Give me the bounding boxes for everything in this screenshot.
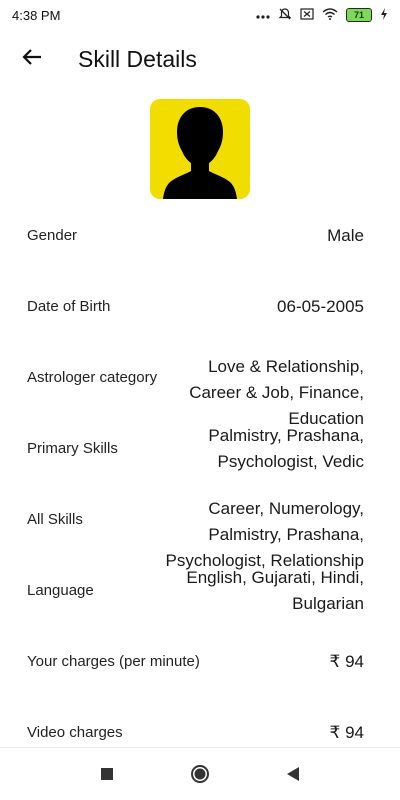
person-silhouette-icon: [150, 99, 250, 199]
charging-icon: [380, 8, 388, 22]
arrow-left-icon: [21, 46, 43, 73]
detail-value: Career, Numerology, Palmistry, Prashana, Psychologist, Relationship: [165, 498, 364, 570]
back-icon: [285, 766, 301, 782]
detail-label: Video charges: [27, 724, 123, 741]
detail-value: ₹ 94: [329, 651, 364, 671]
recent-apps-button[interactable]: [87, 754, 127, 794]
detail-label: Language: [27, 582, 94, 599]
detail-row-date-of-birth: [0, 271, 400, 342]
battery-icon: [346, 8, 372, 22]
navigation-bar: [0, 747, 400, 800]
detail-value: ₹ 94: [329, 722, 364, 742]
status-icons: [256, 7, 388, 23]
wifi-icon: [322, 8, 338, 22]
detail-row-your-charges: [0, 626, 400, 697]
status-bar: [0, 0, 400, 30]
mute-icon: [278, 7, 292, 23]
detail-value: Palmistry, Prashana, Psychologist, Vedic: [208, 425, 364, 471]
home-button[interactable]: [180, 754, 220, 794]
detail-label: Astrologer category: [27, 369, 158, 386]
app-bar: [0, 30, 400, 88]
back-button[interactable]: [10, 37, 54, 81]
detail-label: Gender: [27, 227, 78, 244]
system-back-button[interactable]: [273, 754, 313, 794]
recent-apps-icon: [100, 767, 114, 781]
detail-row-language: [0, 555, 400, 626]
status-time: 4:38 PM: [12, 7, 61, 23]
detail-label: All Skills: [27, 511, 83, 528]
detail-label: Primary Skills: [27, 440, 118, 457]
avatar: [150, 99, 250, 199]
detail-row-astrologer-category: [0, 342, 400, 428]
detail-label: Your charges (per minute): [27, 653, 200, 670]
page-title: Skill Details: [78, 45, 197, 72]
detail-value: English, Gujarati, Hindi, Bulgarian: [186, 567, 364, 613]
battery-level: 71: [353, 10, 364, 20]
close-box-icon: [300, 8, 314, 22]
detail-label: Date of Birth: [27, 298, 111, 315]
detail-row-gender: [0, 200, 400, 271]
detail-value: Love & Relationship, Career & Job, Finance, Education: [189, 356, 364, 428]
home-icon: [190, 764, 210, 784]
detail-row-all-skills: [0, 484, 400, 570]
detail-value: 06-05-2005: [277, 296, 364, 316]
detail-row-primary-skills: [0, 413, 400, 484]
detail-value: Male: [327, 225, 364, 245]
dots-icon: [256, 9, 270, 21]
skill-details-list: [0, 200, 400, 747]
